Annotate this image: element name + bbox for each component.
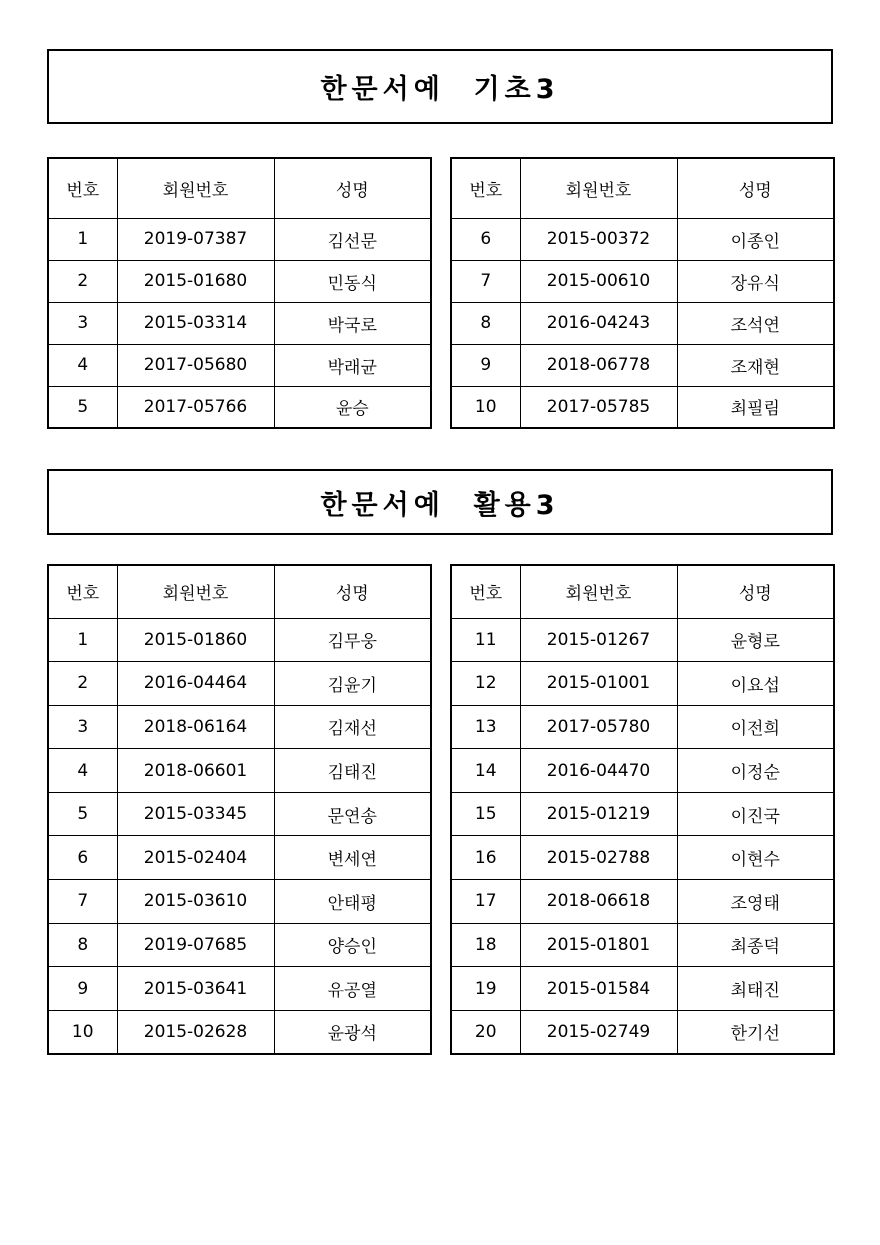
cell-member-id: 2015-03314 bbox=[117, 302, 274, 344]
cell-name: 안태평 bbox=[274, 880, 431, 924]
cell-member-id: 2015-01680 bbox=[117, 260, 274, 302]
cell-member-id: 2018-06618 bbox=[520, 880, 677, 924]
cell-member-id: 2016-04464 bbox=[117, 662, 274, 706]
table-row bbox=[451, 967, 834, 1011]
section-title-text: 한문서예 기초3 bbox=[320, 74, 560, 105]
table-row bbox=[451, 260, 834, 302]
cell-member-id: 2018-06778 bbox=[520, 344, 677, 386]
cell-member-id: 2015-02788 bbox=[520, 836, 677, 880]
cell-name: 양승인 bbox=[274, 923, 431, 967]
cell-name: 윤형로 bbox=[677, 618, 834, 662]
cell-number: 15 bbox=[451, 792, 520, 836]
table-row bbox=[451, 1010, 834, 1054]
table-row bbox=[48, 302, 431, 344]
cell-member-id: 2017-05680 bbox=[117, 344, 274, 386]
cell-name: 이현수 bbox=[677, 836, 834, 880]
cell-name: 김선문 bbox=[274, 218, 431, 260]
table-row bbox=[451, 302, 834, 344]
cell-member-id: 2017-05780 bbox=[520, 705, 677, 749]
cell-member-id: 2017-05766 bbox=[117, 386, 274, 428]
cell-number: 8 bbox=[451, 302, 520, 344]
cell-name: 윤승 bbox=[274, 386, 431, 428]
header-number: 번호 bbox=[451, 565, 520, 618]
table-row bbox=[451, 705, 834, 749]
header-member-id: 회원번호 bbox=[520, 565, 677, 618]
table-row bbox=[48, 1010, 431, 1054]
section-title-basic bbox=[47, 49, 833, 124]
header-number: 번호 bbox=[451, 158, 520, 218]
cell-name: 조석연 bbox=[677, 302, 834, 344]
cell-member-id: 2015-03641 bbox=[117, 967, 274, 1011]
cell-member-id: 2015-03610 bbox=[117, 880, 274, 924]
table-row bbox=[451, 792, 834, 836]
cell-member-id: 2017-05785 bbox=[520, 386, 677, 428]
table-row bbox=[451, 344, 834, 386]
cell-number: 10 bbox=[451, 386, 520, 428]
cell-member-id: 2015-00610 bbox=[520, 260, 677, 302]
cell-number: 20 bbox=[451, 1010, 520, 1054]
member-table-basic-left bbox=[47, 157, 432, 429]
header-member-id: 회원번호 bbox=[520, 158, 677, 218]
cell-name: 최필림 bbox=[677, 386, 834, 428]
header-number: 번호 bbox=[48, 565, 117, 618]
header-name: 성명 bbox=[677, 565, 834, 618]
header-name: 성명 bbox=[677, 158, 834, 218]
cell-name: 이전희 bbox=[677, 705, 834, 749]
cell-member-id: 2015-01584 bbox=[520, 967, 677, 1011]
cell-name: 김윤기 bbox=[274, 662, 431, 706]
table-header-row bbox=[451, 158, 834, 218]
cell-number: 8 bbox=[48, 923, 117, 967]
table-row bbox=[48, 344, 431, 386]
cell-name: 최종덕 bbox=[677, 923, 834, 967]
cell-name: 변세연 bbox=[274, 836, 431, 880]
table-row bbox=[451, 662, 834, 706]
table-row bbox=[48, 923, 431, 967]
header-number: 번호 bbox=[48, 158, 117, 218]
section-title-applied bbox=[47, 469, 833, 535]
header-member-id: 회원번호 bbox=[117, 158, 274, 218]
cell-number: 16 bbox=[451, 836, 520, 880]
section-title-text: 한문서예 활용3 bbox=[320, 489, 560, 521]
cell-number: 12 bbox=[451, 662, 520, 706]
cell-number: 7 bbox=[48, 880, 117, 924]
cell-name: 문연송 bbox=[274, 792, 431, 836]
table-row bbox=[48, 880, 431, 924]
cell-number: 10 bbox=[48, 1010, 117, 1054]
table-header-row bbox=[48, 158, 431, 218]
table-header-row bbox=[48, 565, 431, 618]
header-member-id: 회원번호 bbox=[117, 565, 274, 618]
cell-member-id: 2015-02404 bbox=[117, 836, 274, 880]
cell-member-id: 2015-01219 bbox=[520, 792, 677, 836]
cell-number: 3 bbox=[48, 705, 117, 749]
cell-member-id: 2018-06601 bbox=[117, 749, 274, 793]
table-row bbox=[48, 386, 431, 428]
cell-name: 이요섭 bbox=[677, 662, 834, 706]
cell-member-id: 2018-06164 bbox=[117, 705, 274, 749]
cell-number: 5 bbox=[48, 386, 117, 428]
cell-number: 18 bbox=[451, 923, 520, 967]
table-row bbox=[451, 880, 834, 924]
table-row bbox=[451, 386, 834, 428]
cell-name: 김재선 bbox=[274, 705, 431, 749]
table-row bbox=[48, 218, 431, 260]
cell-name: 최태진 bbox=[677, 967, 834, 1011]
cell-member-id: 2015-01001 bbox=[520, 662, 677, 706]
cell-member-id: 2019-07685 bbox=[117, 923, 274, 967]
cell-member-id: 2015-03345 bbox=[117, 792, 274, 836]
cell-member-id: 2019-07387 bbox=[117, 218, 274, 260]
cell-number: 2 bbox=[48, 260, 117, 302]
table-row bbox=[451, 749, 834, 793]
cell-member-id: 2016-04243 bbox=[520, 302, 677, 344]
cell-number: 9 bbox=[48, 967, 117, 1011]
table-row bbox=[451, 618, 834, 662]
cell-member-id: 2015-02628 bbox=[117, 1010, 274, 1054]
cell-number: 4 bbox=[48, 749, 117, 793]
table-row bbox=[48, 967, 431, 1011]
table-row bbox=[48, 705, 431, 749]
cell-number: 9 bbox=[451, 344, 520, 386]
header-name: 성명 bbox=[274, 158, 431, 218]
cell-member-id: 2015-01801 bbox=[520, 923, 677, 967]
cell-number: 11 bbox=[451, 618, 520, 662]
cell-number: 6 bbox=[451, 218, 520, 260]
cell-number: 2 bbox=[48, 662, 117, 706]
table-row bbox=[48, 618, 431, 662]
cell-name: 조재현 bbox=[677, 344, 834, 386]
table-row bbox=[451, 218, 834, 260]
cell-name: 김태진 bbox=[274, 749, 431, 793]
cell-member-id: 2015-01267 bbox=[520, 618, 677, 662]
table-row bbox=[48, 792, 431, 836]
member-table-applied-left bbox=[47, 564, 432, 1055]
cell-name: 이진국 bbox=[677, 792, 834, 836]
cell-name: 김무웅 bbox=[274, 618, 431, 662]
cell-name: 유공열 bbox=[274, 967, 431, 1011]
table-row bbox=[451, 836, 834, 880]
cell-name: 이종인 bbox=[677, 218, 834, 260]
cell-number: 1 bbox=[48, 218, 117, 260]
table-row bbox=[48, 749, 431, 793]
cell-name: 윤광석 bbox=[274, 1010, 431, 1054]
cell-member-id: 2015-02749 bbox=[520, 1010, 677, 1054]
cell-name: 박래균 bbox=[274, 344, 431, 386]
cell-name: 한기선 bbox=[677, 1010, 834, 1054]
cell-member-id: 2015-01860 bbox=[117, 618, 274, 662]
cell-number: 6 bbox=[48, 836, 117, 880]
cell-number: 7 bbox=[451, 260, 520, 302]
table-row bbox=[48, 662, 431, 706]
cell-number: 17 bbox=[451, 880, 520, 924]
table-header-row bbox=[451, 565, 834, 618]
table-row bbox=[48, 836, 431, 880]
header-name: 성명 bbox=[274, 565, 431, 618]
cell-name: 장유식 bbox=[677, 260, 834, 302]
member-table-applied-right bbox=[450, 564, 835, 1055]
table-row bbox=[48, 260, 431, 302]
cell-name: 민동식 bbox=[274, 260, 431, 302]
cell-name: 이정순 bbox=[677, 749, 834, 793]
cell-number: 19 bbox=[451, 967, 520, 1011]
cell-number: 4 bbox=[48, 344, 117, 386]
cell-number: 1 bbox=[48, 618, 117, 662]
member-table-basic-right bbox=[450, 157, 835, 429]
cell-number: 5 bbox=[48, 792, 117, 836]
cell-number: 13 bbox=[451, 705, 520, 749]
cell-number: 14 bbox=[451, 749, 520, 793]
cell-name: 박국로 bbox=[274, 302, 431, 344]
cell-number: 3 bbox=[48, 302, 117, 344]
cell-member-id: 2016-04470 bbox=[520, 749, 677, 793]
table-row bbox=[451, 923, 834, 967]
cell-member-id: 2015-00372 bbox=[520, 218, 677, 260]
cell-name: 조영태 bbox=[677, 880, 834, 924]
